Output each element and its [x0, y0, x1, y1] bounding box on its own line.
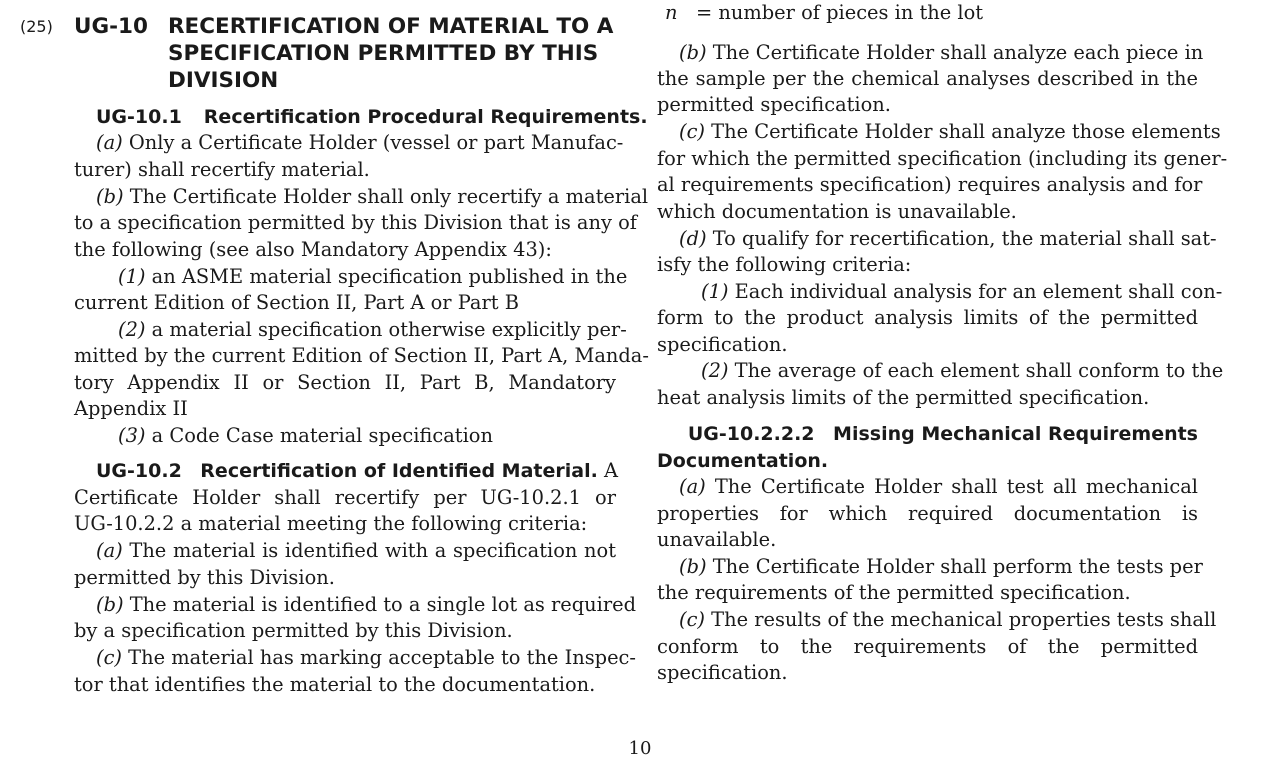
paragraph-text: an ASME material specification published in the — [151, 265, 628, 288]
paragraph-text: The Certificate Holder shall test all mechanical — [714, 475, 1198, 498]
page-number: 10 — [628, 738, 652, 759]
item-label: (2) — [118, 318, 146, 341]
right-d1-line: specification. — [657, 333, 788, 356]
ug10-1-b-line: the following (see also Mandatory Appendix 43): — [74, 238, 552, 261]
ug10-2-c-line — [96, 645, 636, 671]
paragraph-text: To qualify for recertification, the material shall sat- — [712, 227, 1217, 250]
ug10-1-b-line: to a specification permitted by this Division that is any of — [74, 211, 637, 234]
ug10-number: UG-10 — [74, 14, 148, 39]
right-c-line — [679, 119, 1221, 145]
item-label: (b) — [679, 41, 707, 64]
paragraph-text: The Certificate Holder shall only recertify a material — [129, 185, 649, 208]
ug10-title-line: SPECIFICATION PERMITTED BY THIS — [168, 41, 599, 66]
ug10-2-2-2-number: UG-10.2.2.2 — [687, 423, 815, 445]
ug10-2-2-2-b-line: the requirements of the permitted specification. — [657, 581, 1131, 604]
right-d2-line: heat analysis limits of the permitted specification. — [657, 386, 1150, 409]
ug10-1-heading — [96, 104, 648, 130]
ug10-title-line: DIVISION — [168, 68, 279, 93]
ug10-2-number: UG-10.2 — [96, 460, 182, 482]
paragraph-text: A — [603, 459, 618, 482]
item-label: (d) — [679, 227, 707, 250]
item-label: (c) — [96, 646, 122, 669]
item-label: (b) — [96, 593, 124, 616]
item-label: (1) — [701, 280, 729, 303]
ug10-1-a-line — [96, 130, 624, 156]
paragraph-text: The results of the mechanical properties tests shall — [711, 608, 1217, 631]
right-c-line: al requirements specification) requires analysis and for — [657, 173, 1203, 196]
right-c-line: which documentation is unavailable. — [657, 200, 1017, 223]
ug10-1-b3-line — [118, 423, 616, 449]
paragraph-text: a Code Case material specification — [151, 424, 493, 447]
right-d1-line: form to the product analysis limits of the permitted — [657, 306, 1198, 329]
right-d-line: isfy the following criteria: — [657, 253, 912, 276]
item-label: (c) — [679, 120, 705, 143]
ug10-1-b2-line: mitted by the current Edition of Section II, Part A, Manda- — [74, 344, 649, 367]
paragraph-text: a material specification otherwise explicitly per- — [151, 318, 627, 341]
ug10-title-line: RECERTIFICATION OF MATERIAL TO A — [168, 14, 614, 39]
ug10-1-b2-line: Appendix II — [74, 397, 188, 420]
paragraph-text: Each individual analysis for an element shall con- — [734, 280, 1223, 303]
ug10-2-a-line: permitted by this Division. — [74, 566, 335, 589]
ug10-2-2-2-c-line: specification. — [657, 661, 788, 684]
ug10-2-heading — [96, 458, 616, 484]
item-label: (a) — [96, 131, 123, 154]
variable-definition — [665, 0, 1198, 26]
right-d-line — [679, 226, 1217, 252]
right-d2-line — [701, 358, 1224, 384]
item-label: (a) — [679, 475, 706, 498]
ug10-2-b-line — [96, 592, 637, 618]
ug10-2-2-2-heading — [657, 421, 1198, 447]
ug10-2-2-2-title: Missing Mechanical Requirements — [833, 423, 1198, 445]
paragraph-text: The material is identified to a single lot as required — [129, 593, 637, 616]
item-label: (1) — [118, 265, 146, 288]
variable-symbol: n — [665, 1, 678, 24]
ug10-1-b1-line — [118, 264, 628, 290]
item-label: (b) — [96, 185, 124, 208]
ug10-2-intro-line: Certificate Holder shall recertify per UG-10.2.1 or — [74, 486, 616, 509]
ug10-2-2-2-a-line: unavailable. — [657, 528, 777, 551]
ug10-2-2-2-b-line — [679, 554, 1203, 580]
right-b-line: the sample per the chemical analyses described in the — [657, 67, 1198, 90]
item-label: (2) — [701, 359, 729, 382]
right-b-line — [679, 40, 1204, 66]
item-label: (a) — [96, 539, 123, 562]
ug10-1-b1-line: current Edition of Section II, Part A or Part B — [74, 291, 519, 314]
variable-description: = number of pieces in the lot — [696, 1, 984, 24]
ug10-2-2-2-a-line: properties for which required documentation is — [657, 502, 1198, 525]
ug10-1-b2-line — [118, 317, 627, 343]
paragraph-text: The average of each element shall conform to the — [734, 359, 1224, 382]
paragraph-text: Only a Certificate Holder (vessel or part Manufac- — [128, 131, 624, 154]
right-d1-line — [701, 279, 1223, 305]
ug10-2-2-2-c-line: conform to the requirements of the permitted — [657, 635, 1198, 658]
revision-marker: (25) — [20, 17, 53, 36]
ug10-2-intro-line: UG-10.2.2 a material meeting the following criteria: — [74, 512, 588, 535]
ug10-2-title: Recertification of Identified Material. — [200, 460, 598, 482]
paragraph-text: The material is identified with a specification not — [129, 539, 617, 562]
ug10-1-b2-line: tory Appendix II or Section II, Part B, Mandatory — [74, 371, 616, 394]
right-c-line: for which the permitted specification (including its gener- — [657, 147, 1228, 170]
ug10-2-a-line — [96, 538, 616, 564]
paragraph-text: The Certificate Holder shall perform the tests per — [712, 555, 1203, 578]
item-label: (c) — [679, 608, 705, 631]
right-b-line: permitted specification. — [657, 93, 891, 116]
ug10-1-b-line — [96, 184, 649, 210]
item-label: (b) — [679, 555, 707, 578]
ug10-2-b-line: by a specification permitted by this Division. — [74, 619, 513, 642]
paragraph-text: The Certificate Holder shall analyze those elements — [711, 120, 1221, 143]
item-label: (3) — [118, 424, 146, 447]
ug10-2-c-line: tor that identifies the material to the documentation. — [74, 673, 596, 696]
ug10-1-number: UG-10.1 — [96, 106, 182, 128]
paragraph-text: The Certificate Holder shall analyze each piece in — [712, 41, 1204, 64]
ug10-1-a-line: turer) shall recertify material. — [74, 158, 370, 181]
ug10-1-title: Recertification Procedural Requirements. — [203, 106, 648, 128]
ug10-2-2-2-c-line — [679, 607, 1217, 633]
ug10-2-2-2-title-line: Documentation. — [657, 450, 829, 472]
ug10-2-2-2-a-line — [679, 474, 1198, 500]
paragraph-text: The material has marking acceptable to the Inspec- — [128, 646, 636, 669]
